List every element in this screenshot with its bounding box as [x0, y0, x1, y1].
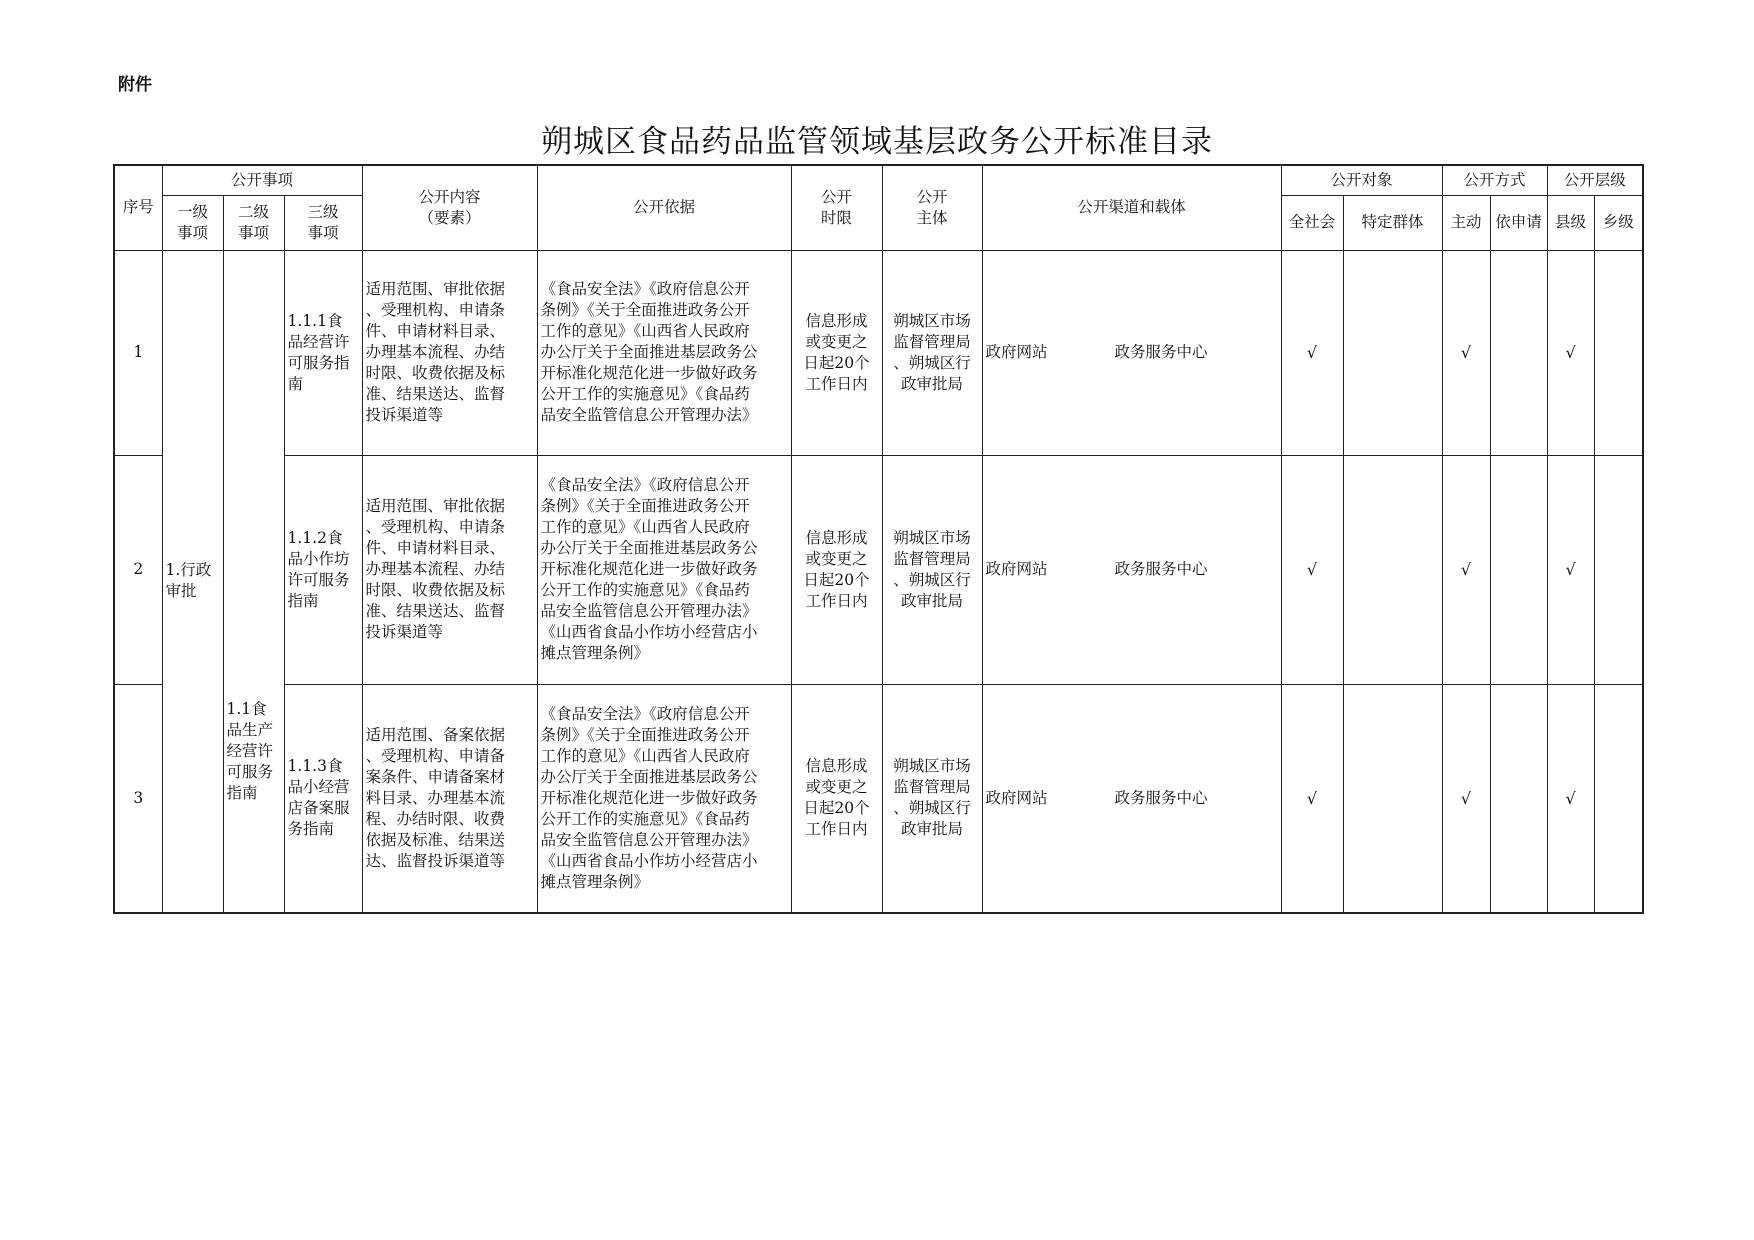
header-level1: 一级 事项 — [162, 195, 223, 250]
header-level3: 三级 事项 — [284, 195, 362, 250]
attachment-label: 附件 — [118, 75, 152, 95]
check-town — [1594, 250, 1643, 455]
table-row — [114, 684, 1643, 913]
row-basis: 《食品安全法》《政府信息公开 条例》《关于全面推进政务公开 工作的意见》《山西省人民政府 办公厅关于全面推进基层政务公 开标准化规范化进一步做好政务 公开工作的实施意见》《食品药 品安全监管信息公开管理办法》 《山西省食品小作坊小经营店小 摊点管理条例》 — [537, 684, 791, 913]
merged-level1: 1.行政 审批 — [162, 250, 223, 913]
check-active: √ — [1442, 250, 1490, 455]
row-level3: 1.1.3食 品小经营 店备案服 务指南 — [284, 684, 362, 913]
channel-service-center: 政务服务中心 — [1114, 788, 1208, 807]
header-method: 公开方式 — [1442, 165, 1547, 195]
row-seq: 2 — [114, 455, 162, 684]
header-audience: 公开对象 — [1281, 165, 1442, 195]
row-content: 适用范围、审批依据 、受理机构、申请条 件、申请材料目录、 办理基本流程、办结 时限、收费依据及标 准、结果送达、监督 投诉渠道等 — [362, 250, 537, 455]
channel-service-center: 政务服务中心 — [1114, 560, 1208, 578]
header-channel: 公开渠道和载体 — [982, 165, 1281, 250]
header-row-1 — [114, 165, 1643, 195]
check-request — [1490, 684, 1547, 913]
row-content: 适用范围、备案依据 、受理机构、申请备 案条件、申请备案材 料目录、办理基本流 程、办结时限、收费 依据及标准、结果送 达、监督投诉渠道等 — [362, 684, 537, 913]
check-specific — [1343, 250, 1442, 455]
header-method-active: 主动 — [1442, 195, 1490, 250]
check-all: √ — [1281, 250, 1343, 455]
header-level2: 二级 事项 — [223, 195, 284, 250]
check-specific — [1343, 455, 1442, 684]
check-active: √ — [1442, 684, 1490, 913]
row-content: 适用范围、审批依据 、受理机构、申请条 件、申请材料目录、 办理基本流程、办结 时限、收费依据及标 准、结果送达、监督 投诉渠道等 — [362, 455, 537, 684]
header-basis: 公开依据 — [537, 165, 791, 250]
check-request — [1490, 455, 1547, 684]
header-level-county: 县级 — [1547, 195, 1594, 250]
channel-website: 政府网站 — [985, 788, 1048, 807]
header-seq: 序号 — [114, 165, 162, 250]
header-level-town: 乡级 — [1594, 195, 1643, 250]
row-time-limit: 信息形成 或变更之 日起20个 工作日内 — [791, 684, 882, 913]
row-time-limit: 信息形成 或变更之 日起20个 工作日内 — [791, 455, 882, 684]
table-row — [114, 250, 1643, 455]
check-specific — [1343, 684, 1442, 913]
row-subject: 朔城区市场 监督管理局 、朔城区行 政审批局 — [882, 250, 982, 455]
row-time-limit: 信息形成 或变更之 日起20个 工作日内 — [791, 250, 882, 455]
row-channel — [982, 250, 1281, 455]
check-county: √ — [1547, 684, 1594, 913]
header-time-limit: 公开 时限 — [791, 165, 882, 250]
row-level3: 1.1.2食 品小作坊 许可服务 指南 — [284, 455, 362, 684]
channel-service-center: 政务服务中心 — [1114, 343, 1208, 361]
check-town — [1594, 455, 1643, 684]
check-active: √ — [1442, 455, 1490, 684]
check-all: √ — [1281, 455, 1343, 684]
header-method-request: 依申请 — [1490, 195, 1547, 250]
check-all: √ — [1281, 684, 1343, 913]
row-basis: 《食品安全法》《政府信息公开 条例》《关于全面推进政务公开 工作的意见》《山西省人民政府 办公厅关于全面推进基层政务公 开标准化规范化进一步做好政务 公开工作的实施意见》《食品药 品安全监管信息公开管理办法》 《山西省食品小作坊小经营店小 摊点管理条例》 — [537, 455, 791, 684]
merged-level2: 1.1食 品生产 经营许 可服务 指南 — [223, 250, 284, 913]
header-audience-specific: 特定群体 — [1343, 195, 1442, 250]
check-town — [1594, 684, 1643, 913]
catalog-table — [113, 164, 1644, 914]
row-subject: 朔城区市场 监督管理局 、朔城区行 政审批局 — [882, 455, 982, 684]
header-subject: 公开 主体 — [882, 165, 982, 250]
header-content: 公开内容 （要素） — [362, 165, 537, 250]
row-subject: 朔城区市场 监督管理局 、朔城区行 政审批局 — [882, 684, 982, 913]
channel-website: 政府网站 — [985, 343, 1048, 361]
page-title: 朔城区食品药品监管领域基层政务公开标准目录 — [541, 124, 1213, 160]
check-county: √ — [1547, 250, 1594, 455]
table-row — [114, 455, 1643, 684]
row-seq: 3 — [114, 684, 162, 913]
row-channel — [982, 455, 1281, 684]
channel-website: 政府网站 — [985, 560, 1048, 578]
header-items: 公开事项 — [162, 165, 362, 195]
row-basis: 《食品安全法》《政府信息公开 条例》《关于全面推进政务公开 工作的意见》《山西省人民政府 办公厅关于全面推进基层政务公 开标准化规范化进一步做好政务 公开工作的实施意见》《食品药 品安全监管信息公开管理办法》 — [537, 250, 791, 455]
row-channel — [982, 684, 1281, 913]
row-seq: 1 — [114, 250, 162, 455]
header-level: 公开层级 — [1547, 165, 1643, 195]
row-level3: 1.1.1食 品经营许 可服务指 南 — [284, 250, 362, 455]
header-audience-all: 全社会 — [1281, 195, 1343, 250]
check-request — [1490, 250, 1547, 455]
check-county: √ — [1547, 455, 1594, 684]
